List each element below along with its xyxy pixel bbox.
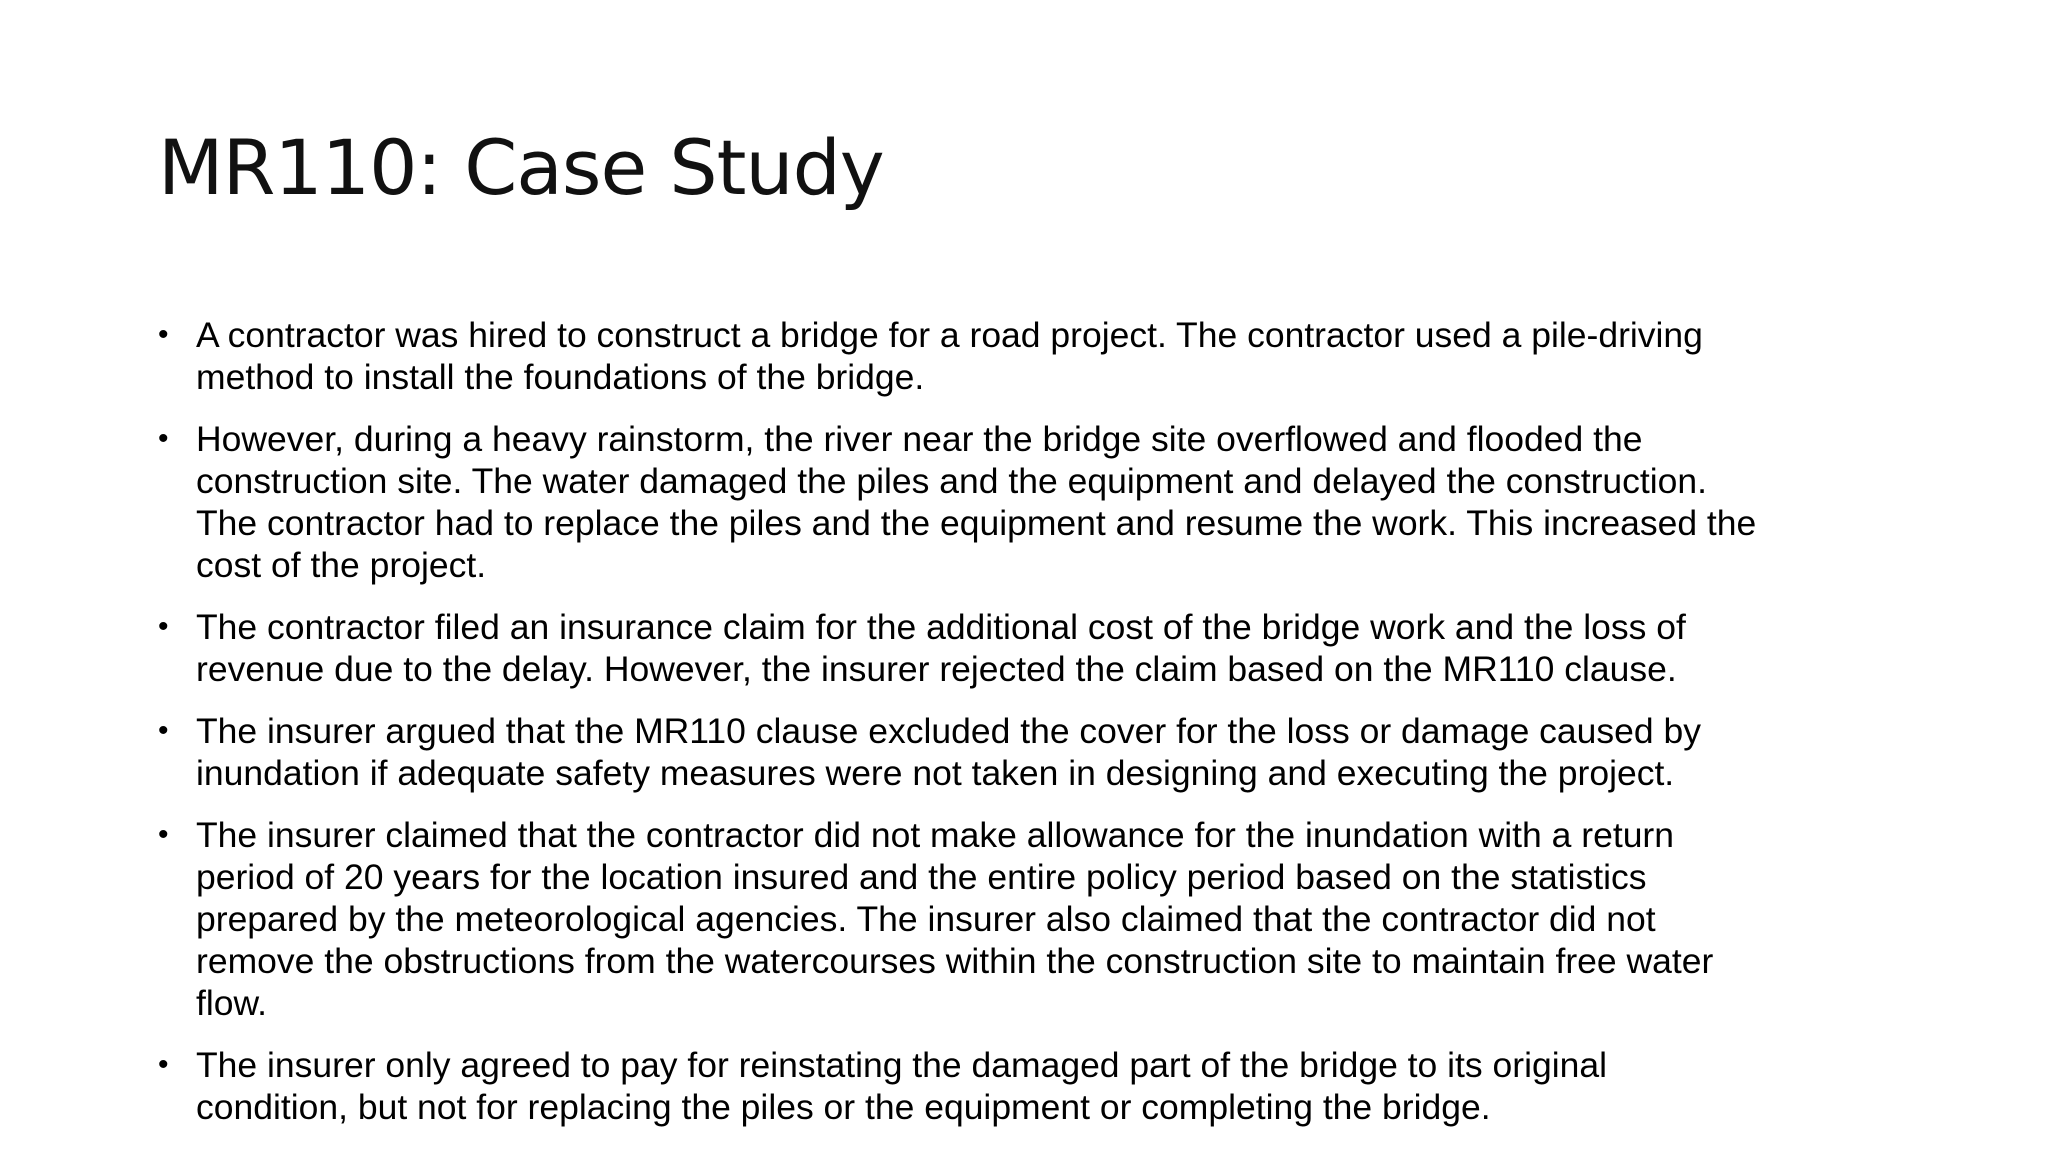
- bullet-line: remove the obstructions from the watercourses within the construction site to maintain free water: [196, 941, 1714, 981]
- bullet-line: The insurer claimed that the contractor did not make allowance for the inundation with a return: [196, 815, 1674, 855]
- bullet-line: A contractor was hired to construct a bridge for a road project. The contractor used a pile-driving: [196, 315, 1703, 355]
- bullet-marker: •: [158, 1048, 169, 1081]
- bullet-line: The insurer argued that the MR110 clause excluded the cover for the loss or damage caused by: [196, 711, 1702, 751]
- bullet-line: prepared by the meteorological agencies. The insurer also claimed that the contractor did not: [196, 899, 1656, 939]
- bullet-line: condition, but not for replacing the piles or the equipment or completing the bridge.: [196, 1087, 1491, 1127]
- bullet-item: [158, 814, 1918, 1024]
- bullet-line: flow.: [196, 983, 268, 1023]
- bullet-line: The contractor filed an insurance claim for the additional cost of the bridge work and the loss of: [196, 607, 1686, 647]
- bullet-line: revenue due to the delay. However, the insurer rejected the claim based on the MR110 clause.: [196, 649, 1677, 689]
- bullet-line: inundation if adequate safety measures were not taken in designing and executing the project.: [196, 753, 1675, 793]
- bullet-line: cost of the project.: [196, 545, 487, 585]
- bullet-line: The contractor had to replace the piles and the equipment and resume the work. This increased the: [196, 503, 1757, 543]
- bullet-line: period of 20 years for the location insured and the entire policy period based on the statistics: [196, 857, 1647, 897]
- slide-title: MR110: Case Study: [158, 123, 884, 212]
- bullet-marker: •: [158, 422, 169, 455]
- bullet-marker: •: [158, 318, 169, 351]
- bullet-line: The insurer only agreed to pay for reinstating the damaged part of the bridge to its original: [196, 1045, 1607, 1085]
- bullet-item: [158, 418, 1918, 586]
- bullet-item: [158, 314, 1918, 398]
- bullet-item: [158, 1044, 1918, 1128]
- bullet-item: [158, 606, 1918, 690]
- bullet-marker: •: [158, 714, 169, 747]
- bullet-marker: •: [158, 818, 169, 851]
- bullet-line: method to install the foundations of the bridge.: [196, 357, 925, 397]
- bullet-line: construction site. The water damaged the piles and the equipment and delayed the construction.: [196, 461, 1708, 501]
- bullet-marker: •: [158, 610, 169, 643]
- bullet-item: [158, 710, 1918, 794]
- bullet-line: However, during a heavy rainstorm, the river near the bridge site overflowed and flooded the: [196, 419, 1643, 459]
- bullet-list: [158, 314, 1918, 1148]
